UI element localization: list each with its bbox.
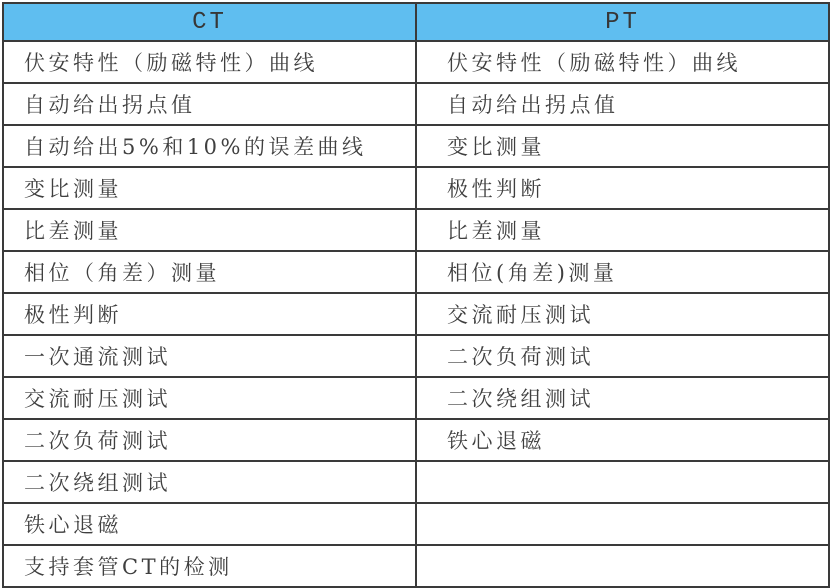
features-table-container	[2, 2, 830, 579]
ct-cell-error-curve: 自动给出5%和10%的误差曲线	[3, 125, 416, 167]
ct-cell-knee-point: 自动给出拐点值	[3, 83, 416, 125]
pt-cell-empty	[416, 503, 829, 545]
ct-cell-primary-current: 一次通流测试	[3, 335, 416, 377]
table-row	[3, 503, 829, 545]
ct-cell-phase-measure: 相位（角差）测量	[3, 251, 416, 293]
ct-cell-polarity: 极性判断	[3, 293, 416, 335]
pt-cell-empty	[416, 461, 829, 503]
ct-cell-secondary-winding: 二次绕组测试	[3, 461, 416, 503]
pt-cell-secondary-winding: 二次绕组测试	[416, 377, 829, 419]
pt-cell-ratio-measure: 变比测量	[416, 125, 829, 167]
ct-cell-ratio-error: 比差测量	[3, 209, 416, 251]
features-table	[2, 2, 830, 588]
pt-cell-phase-measure: 相位(角差)测量	[416, 251, 829, 293]
table-row	[3, 545, 829, 587]
column-header-pt: PT	[416, 3, 829, 41]
table-row	[3, 251, 829, 293]
table-row	[3, 335, 829, 377]
table-row	[3, 293, 829, 335]
ct-cell-secondary-burden: 二次负荷测试	[3, 419, 416, 461]
table-row	[3, 83, 829, 125]
table-row	[3, 419, 829, 461]
table-row	[3, 125, 829, 167]
table-row	[3, 167, 829, 209]
pt-cell-ratio-error: 比差测量	[416, 209, 829, 251]
ct-cell-ac-withstand: 交流耐压测试	[3, 377, 416, 419]
column-header-ct: CT	[3, 3, 416, 41]
pt-cell-volt-ampere-curve: 伏安特性（励磁特性）曲线	[416, 41, 829, 83]
table-row	[3, 41, 829, 83]
pt-cell-core-demagnetize: 铁心退磁	[416, 419, 829, 461]
table-row	[3, 377, 829, 419]
ct-cell-volt-ampere-curve: 伏安特性（励磁特性）曲线	[3, 41, 416, 83]
ct-cell-core-demagnetize: 铁心退磁	[3, 503, 416, 545]
header-row	[3, 3, 829, 41]
table-row	[3, 209, 829, 251]
table-row	[3, 461, 829, 503]
pt-cell-ac-withstand: 交流耐压测试	[416, 293, 829, 335]
pt-cell-polarity: 极性判断	[416, 167, 829, 209]
pt-cell-secondary-burden: 二次负荷测试	[416, 335, 829, 377]
pt-cell-knee-point: 自动给出拐点值	[416, 83, 829, 125]
ct-cell-bushing-ct: 支持套管CT的检测	[3, 545, 416, 587]
ct-cell-ratio-measure: 变比测量	[3, 167, 416, 209]
pt-cell-empty	[416, 545, 829, 587]
